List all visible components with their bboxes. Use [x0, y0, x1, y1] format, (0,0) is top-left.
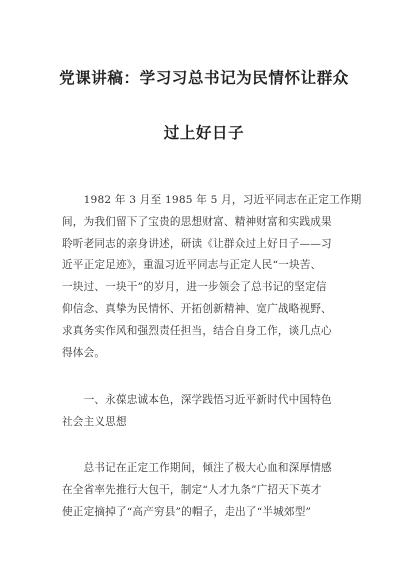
- body-paragraph-2: [62, 458, 362, 523]
- paragraph-line: 近平正定足迹》，重温习近平同志与正定人民“一块苦、: [62, 259, 322, 272]
- paragraph-line: 社会主义思想: [62, 415, 127, 428]
- paragraph-line: 总书记在正定工作期间，倾注了极大心血和深厚情感: [62, 462, 332, 474]
- paragraph-line: 得体会。: [62, 346, 106, 359]
- section-heading-1: [62, 390, 362, 434]
- document-title-line-1: 党课讲稿：学习习总书记为民情怀让群众: [59, 69, 349, 87]
- paragraph-line: 在全省率先推行大包干，制定“人才九条”广招天下英才: [62, 483, 322, 496]
- paragraph-line: 1982 年 3 月至 1985 年 5 月，习近平同志在正定工作期: [62, 194, 362, 206]
- paragraph-line: 仰信念、真挚为民情怀、开拓创新精神、宽广战略视野、: [62, 302, 332, 315]
- paragraph-line: 一块过、一块干”的岁月，进一步领会了总书记的坚定信: [62, 281, 327, 294]
- paragraph-line: 求真务实作风和强烈责任担当，结合自身工作，谈几点心: [62, 324, 332, 337]
- paragraph-line: 一、永葆忠诚本色，深学践悟习近平新时代中国特色: [62, 394, 332, 406]
- document-title-line-2: 过上好日子: [163, 124, 245, 142]
- body-paragraph-1: [62, 190, 362, 364]
- paragraph-line: 聆听老同志的亲身讲述，研读《让群众过上好日子——习: [62, 237, 332, 250]
- paragraph-line: 间，为我们留下了宝贵的思想财富、精神财富和实践成果: [62, 215, 332, 228]
- paragraph-line: 使正定摘掉了“高产穷县”的帽子，走出了“半城郊型”: [62, 505, 312, 518]
